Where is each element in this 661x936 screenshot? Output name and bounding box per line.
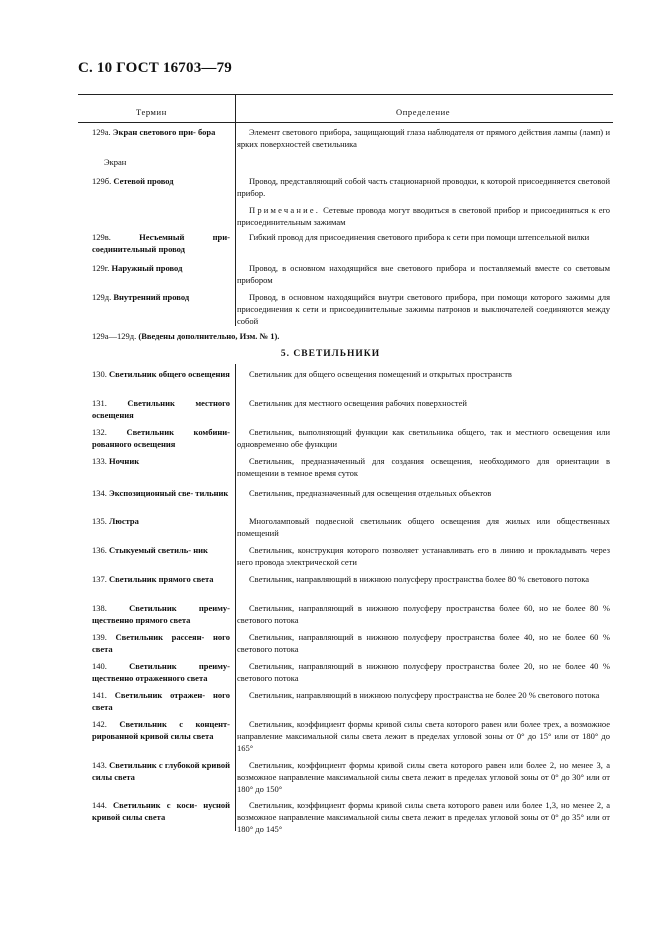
definition-129g: Провод, в основном находящийся вне светового прибора и поставляемый вместе со световым прибором bbox=[237, 263, 610, 285]
column-divider-lower bbox=[235, 364, 236, 831]
term-131 bbox=[92, 397, 230, 421]
term-name: Люстра bbox=[109, 516, 139, 526]
term-134 bbox=[92, 487, 230, 499]
term-number: 129б. bbox=[92, 176, 112, 186]
term-name: Внутренний провод bbox=[113, 292, 190, 302]
term-name: Наружный провод bbox=[111, 263, 183, 273]
term-129b bbox=[92, 175, 230, 187]
term-number: 134. bbox=[92, 488, 107, 498]
definition-130: Светильник для общего освещения помещений и открытых пространств bbox=[249, 369, 512, 379]
definition-134: Светильник, предназначенный для освещения отдельных объектов bbox=[249, 488, 492, 498]
term-139 bbox=[92, 631, 230, 655]
term-name: Несъемный при- соединительный провод bbox=[92, 232, 230, 254]
term-name: Светильник с коси- нусной кривой силы света bbox=[92, 800, 231, 822]
term-name: Светильник рассеян- ного света bbox=[92, 632, 230, 654]
definition-143: Светильник, коэффициент формы кривой силы света которого равен или более 2, но менее 3, а возможное направление максимальной силы света лежит в пределах угловой зоны от 0° до 30° или от 180° до 150° bbox=[237, 760, 610, 794]
definition-131: Светильник для местного освещения рабочих поверхностей bbox=[249, 398, 467, 408]
term-135 bbox=[92, 515, 230, 527]
term-129d bbox=[92, 291, 230, 303]
amendment-note bbox=[92, 331, 279, 341]
definition-137: Светильник, направляющий в нижнюю полусферу пространства более 80 % светового потока bbox=[249, 574, 589, 584]
term-129g bbox=[92, 262, 230, 274]
definition-136: Светильник, конструкция которого позволяет устанавливать его в линию и прокладывать через него провода электрической сети bbox=[237, 545, 610, 567]
term-name: Экспозиционный све- тильник bbox=[109, 488, 229, 498]
definition-140: Светильник, направляющий в нижнюю полусферу пространства более 20, но не более 40 % светового потока bbox=[237, 661, 610, 683]
term-number: 138. bbox=[92, 603, 107, 613]
term-name: Светильник прямого света bbox=[109, 574, 214, 584]
note-label: Примечание. bbox=[249, 205, 321, 215]
definition-132: Светильник, выполняющий функции как светильника общего, так и местного освещения или одновременно обе функции bbox=[237, 427, 610, 449]
definition-144: Светильник, коэффициент формы кривой силы света которого равен или более 1,3, но менее 2, а возможное направление максимальной силы света лежит в пределах угловой зоны от 0° до 35° или от 180° до 145° bbox=[237, 800, 610, 834]
page-header: С. 10 ГОСТ 16703—79 bbox=[78, 60, 232, 76]
definition-135: Многоламповый подвесной светильник общего освещения для жилых или общественных помещений bbox=[237, 516, 610, 538]
definition-129b: Провод, представляющий собой часть стационарной проводки, к которой присоединяется световой прибор. bbox=[237, 176, 610, 198]
definition-133: Светильник, предназначенный для создания освещения, необходимого для ориентации в помещении в темное время суток bbox=[237, 456, 610, 478]
term-136 bbox=[92, 544, 230, 556]
term-number: 130. bbox=[92, 369, 107, 379]
term-name: Ночник bbox=[109, 456, 140, 466]
term-number: 144. bbox=[92, 800, 107, 810]
term-name: Светильник отражен- ного света bbox=[92, 690, 231, 712]
section-title: 5. СВЕТИЛЬНИКИ bbox=[280, 349, 381, 359]
term-129a-synonym bbox=[104, 156, 242, 168]
column-header-definition: Определение bbox=[396, 107, 451, 117]
term-129v bbox=[92, 231, 230, 255]
term-number: 131. bbox=[92, 398, 107, 408]
term-number: 140. bbox=[92, 661, 107, 671]
definition-129d: Провод, в основном находящийся внутри светового прибора, при помощи которого зажимы для присоединения к сети и присоединительные зажимы патронов и выключателей соединяются между собой bbox=[237, 292, 610, 326]
table-top-rule bbox=[78, 94, 613, 95]
term-129a bbox=[92, 126, 230, 138]
term-number: 129д. bbox=[92, 292, 112, 302]
term-132 bbox=[92, 426, 230, 450]
term-name: Экран светового при- бора bbox=[112, 127, 216, 137]
term-name: Светильник с концент- рированной кривой силы света bbox=[92, 719, 230, 741]
term-name: Стыкуемый светиль- ник bbox=[109, 545, 208, 555]
definition-142: Светильник, коэффициент формы кривой силы света которого равен или более трех, а возможное направление максимальной силы света лежит в пределах угловой зоны от 0° до 15° или от 180° до 165° bbox=[237, 719, 610, 753]
term-number: 129а. bbox=[92, 127, 111, 137]
term-number: 137. bbox=[92, 574, 107, 584]
term-name: Сетевой провод bbox=[113, 176, 174, 186]
amendment-text: (Введены дополнительно, Изм. № 1). bbox=[138, 331, 280, 341]
term-number: 133. bbox=[92, 456, 107, 466]
term-130 bbox=[92, 368, 230, 380]
term-name: Светильник общего освещения bbox=[109, 369, 230, 379]
term-140 bbox=[92, 660, 230, 684]
term-138 bbox=[92, 602, 230, 626]
term-name: Экран bbox=[104, 157, 127, 167]
term-name: Светильник преиму- щественно отраженного света bbox=[92, 661, 231, 683]
term-142 bbox=[92, 718, 230, 742]
term-number: 143. bbox=[92, 760, 107, 770]
definition-139: Светильник, направляющий в нижнюю полусферу пространства более 40, но не более 60 % светового потока bbox=[237, 632, 610, 654]
term-number: 141. bbox=[92, 690, 107, 700]
definition-129v: Гибкий провод для присоединения светового прибора к сети при помощи штепсельной вилки bbox=[249, 232, 590, 242]
table-head-rule bbox=[78, 122, 613, 123]
term-number: 132. bbox=[92, 427, 107, 437]
note-text: Сетевые провода могут вводиться в световой прибор и присоединяться к его присоединительным зажимам bbox=[237, 205, 611, 227]
definition-141: Светильник, направляющий в нижнюю полусферу пространства не более 20 % светового потока bbox=[249, 690, 600, 700]
term-133 bbox=[92, 455, 230, 467]
term-number: 139. bbox=[92, 632, 107, 642]
term-number: 135. bbox=[92, 516, 107, 526]
term-number: 129в. bbox=[92, 232, 111, 242]
term-144 bbox=[92, 799, 230, 823]
column-divider-upper bbox=[235, 94, 236, 326]
definition-129a: Элемент светового прибора, защищающий глаза наблюдателя от прямого действия лампы (ламп) и ярких поверхностей светильника bbox=[237, 127, 610, 149]
term-number: 142. bbox=[92, 719, 107, 729]
term-name: Светильник комбини- рованного освещения bbox=[92, 427, 230, 449]
term-number: 129г. bbox=[92, 263, 110, 273]
term-name: Светильник местного освещения bbox=[92, 398, 230, 420]
term-name: Светильник с глубокой кривой силы света bbox=[92, 760, 231, 782]
amendment-range: 129а—129д. bbox=[92, 331, 137, 341]
term-137 bbox=[92, 573, 230, 585]
column-header-term: Термин bbox=[136, 107, 167, 117]
term-143 bbox=[92, 759, 230, 783]
definition-138: Светильник, направляющий в нижнюю полусферу пространства более 60, но не более 80 % светового потока bbox=[237, 603, 610, 625]
term-name: Светильник преиму- щественно прямого света bbox=[92, 603, 231, 625]
term-number: 136. bbox=[92, 545, 107, 555]
note-129b bbox=[237, 204, 610, 228]
term-141 bbox=[92, 689, 230, 713]
